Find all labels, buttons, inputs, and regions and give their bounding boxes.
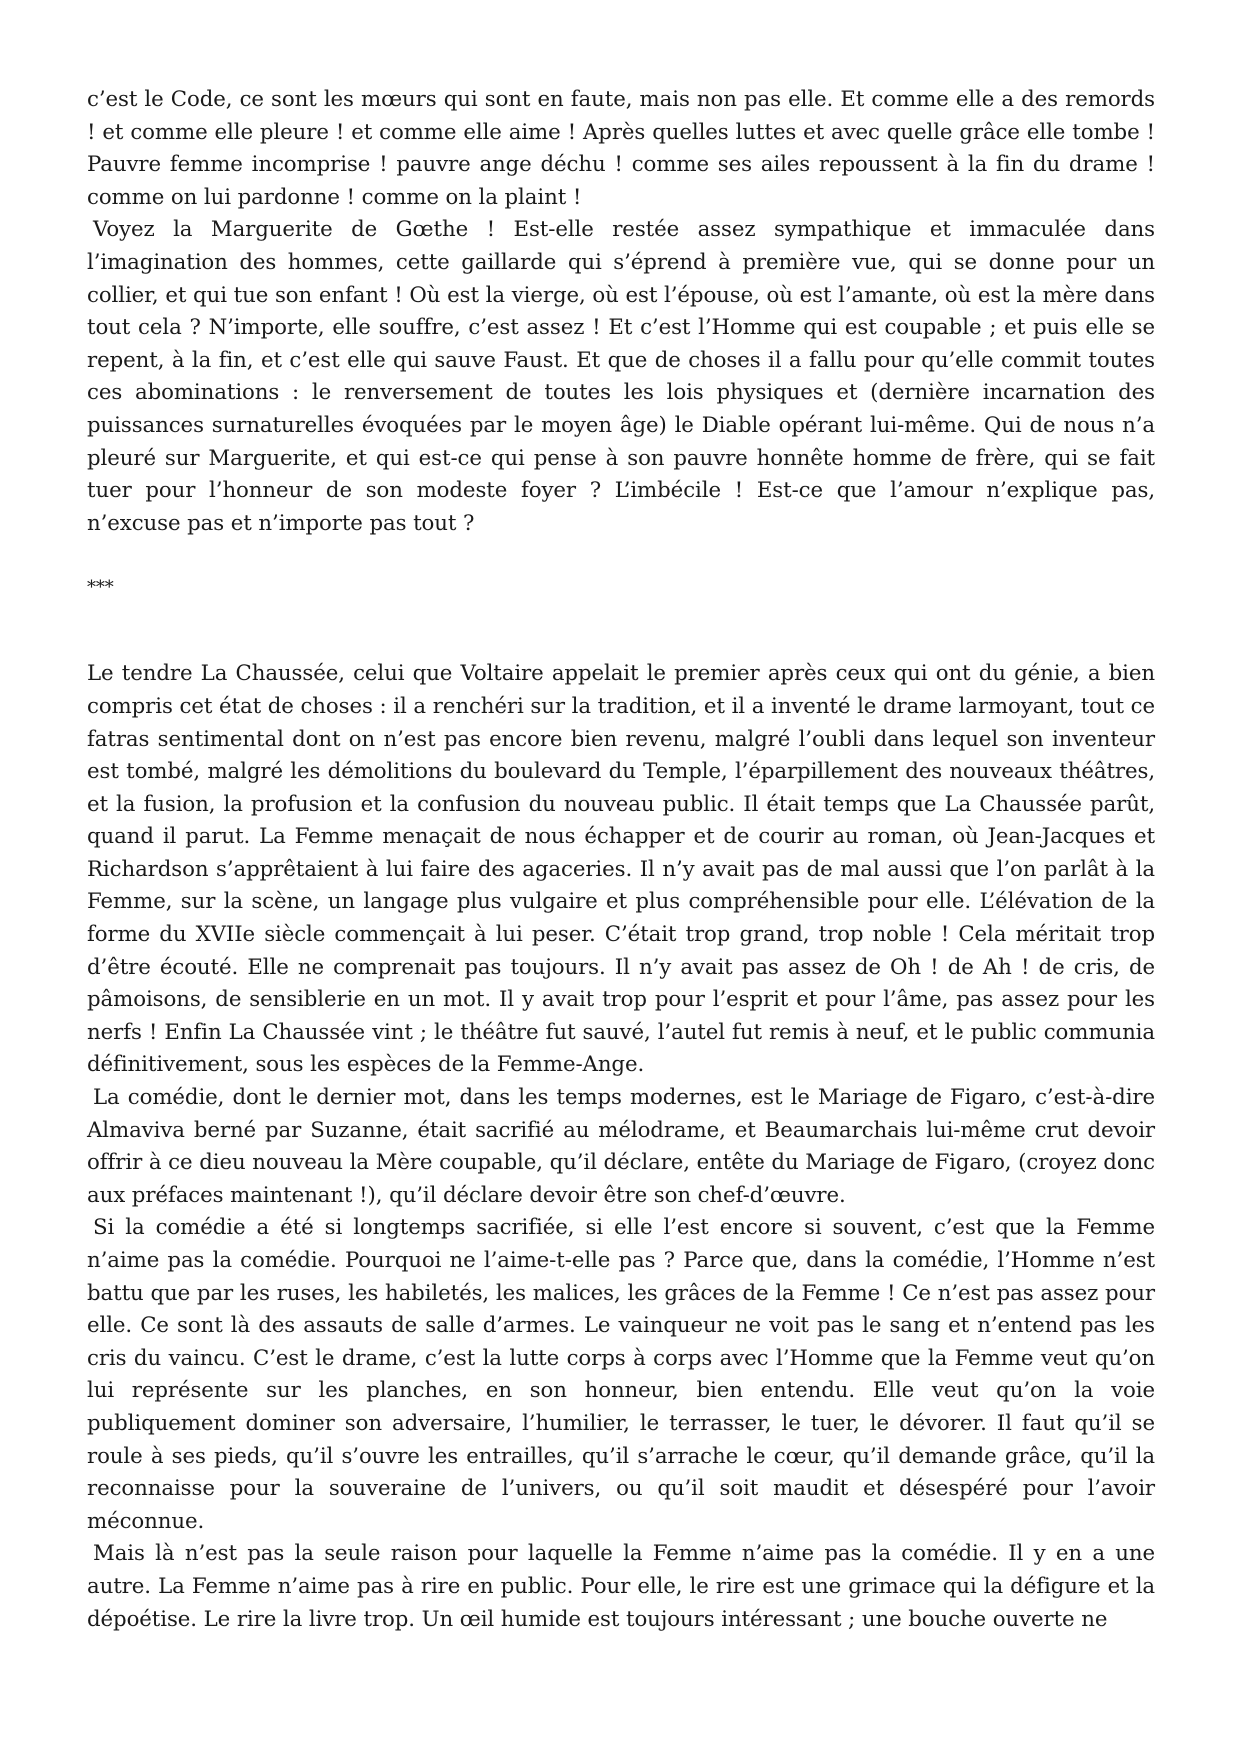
paragraph-comedie-sacrifiee: Si la comédie a été si longtemps sacrifiée, si elle l’est encore si souvent, c’est que la Femme n’aime pas la comédie. Pourquoi ne l’aime-t-elle pas ? Parce que, dans la comédie, l’Homme n’est battu que par les ruses, les habiletés, les malices, les grâces de la Femme ! Ce n’est pas assez pour elle. Ce sont là des assauts de salle d’armes. Le vainqueur ne voit pas le sang et n’entend pas les cris du vaincu. C’est le drame, c’est la lutte corps à corps avec l’Homme que la Femme veut qu’on lui représente sur les planches, en son honneur, bien entendu. Elle veut qu’on la voie publiquement dominer son adversaire, l’humilier, le terrasser, le tuer, le dévorer. Il faut qu’il se roule à ses pieds, qu’il s’ouvre les entrailles, qu’il s’arrache le cœur, qu’il demande grâce, qu’il la reconnaisse pour la souveraine de l’univers, ou qu’il soit maudit et désespéré pour l’avoir méconnue. [87, 1215, 1155, 1534]
paragraph-marguerite-goethe: Voyez la Marguerite de Gœthe ! Est-elle restée assez sympathique et immaculée dans l’imagination des hommes, cette gaillarde qui s’éprend à première vue, qui se donne pour un collier, et qui tue son enfant ! Où est la vierge, où est l’épouse, où est l’amante, où est la mère dans tout cela ? N’importe, elle souffre, c’est assez ! Et c’est l’Homme qui est coupable ; et puis elle se repent, à la fin, et c’est elle qui sauve Faust. Et que de choses il a fallu pour qu’elle commit toutes ces abominations : le renversement de toutes les lois physiques et (dernière incarnation des puissances surnaturelles évoquées par le moyen âge) le Diable opérant lui-même. Qui de nous n’a pleuré sur Marguerite, et qui est-ce qui pense à son pauvre honnête homme de frère, qui se fait tuer pour l’honneur de son modeste foyer ? L’imbécile ! Est-ce que l’amour n’explique pas, n’excuse pas et n’importe pas tout ? [87, 217, 1155, 536]
document-page [87, 84, 1155, 1636]
paragraph-comedie-figaro: La comédie, dont le dernier mot, dans les temps modernes, est le Mariage de Figaro, c’est-à-dire Almaviva berné par Suzanne, était sacrifié au mélodrame, et Beaumarchais lui-même crut devoir offrir à ce dieu nouveau la Mère coupable, qu’il déclare, entête du Mariage de Figaro, (croyez donc aux préfaces maintenant !), qu’il déclare devoir être son chef-d’œuvre. [87, 1085, 1155, 1208]
paragraph-femme-rire: Mais là n’est pas la seule raison pour laquelle la Femme n’aime pas la comédie. Il y en a une autre. La Femme n’aime pas à rire en public. Pour elle, le rire est une grimace qui la défigure et la dépoétise. Le rire la livre trop. Un œil humide est toujours intéressant ; une bouche ouverte ne [87, 1541, 1155, 1632]
paragraph-code-moeurs: c’est le Code, ce sont les mœurs qui sont en faute, mais non pas elle. Et comme elle a des remords ! et comme elle pleure ! et comme elle aime ! Après quelles luttes et avec quelle grâce elle tombe ! Pauvre femme incomprise ! pauvre ange déchu ! comme ses ailes repoussent à la fin du drame ! comme on lui pardonne ! comme on la plaint ! [87, 87, 1155, 210]
spacer [87, 540, 1155, 550]
section-separator: *** [87, 577, 114, 599]
spacer [87, 600, 1155, 658]
paragraph-la-chaussee: Le tendre La Chaussée, celui que Voltaire appelait le premier après ceux qui ont du génie, a bien compris cet état de choses : il a renchéri sur la tradition, et il a inventé le drame larmoyant, tout ce fatras sentimental dont on n’est pas encore bien revenu, malgré l’oubli dans lequel son inventeur est tombé, malgré les démolitions du boulevard du Temple, l’éparpillement des nouveaux théâtres, et la fusion, la profusion et la confusion du nouveau public. Il était temps que La Chaussée parût, quand il parut. La Femme menaçait de nous échapper et de courir au roman, où Jean-Jacques et Richardson s’apprêtaient à lui faire des agaceries. Il n’y avait pas de mal aussi que l’on parlât à la Femme, sur la scène, un langage plus vulgaire et plus compréhensible pour elle. L’élévation de la forme du XVIIe siècle commençait à lui peser. C’était trop grand, trop noble ! Cela méritait trop d’être écouté. Elle ne comprenait pas toujours. Il n’y avait pas assez de Oh ! de Ah ! de cris, de pâmoisons, de sensiblerie en un mot. Il y avait trop pour l’esprit et pour l’âme, pas assez pour les nerfs ! Enfin La Chaussée vint ; le théâtre fut sauvé, l’autel fut remis à neuf, et le public communia définitivement, sous les espèces de la Femme-Ange. [87, 661, 1155, 1078]
